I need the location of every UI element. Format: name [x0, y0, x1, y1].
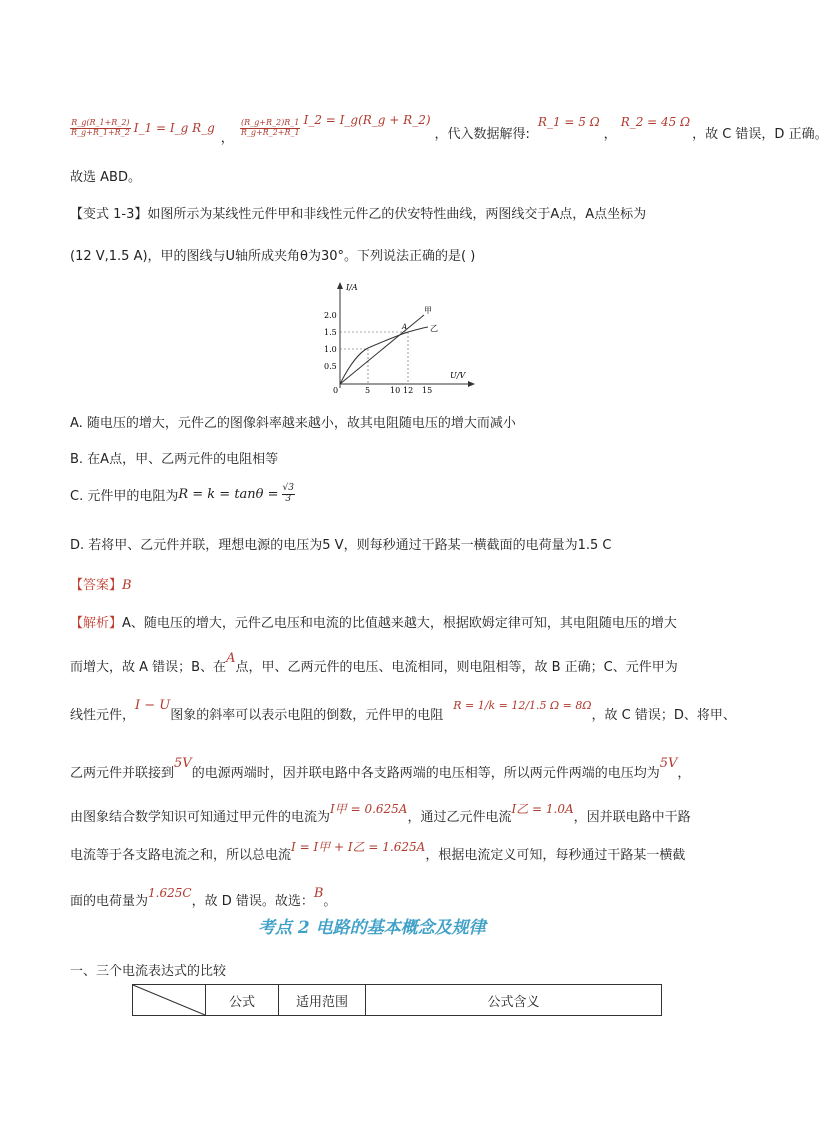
formula-line: $\frac{R\_g(R\_1+R\_2)}{R\_g+R\_1+R\_2}$ I_1 = I_g R_g ， $\frac{(R\_g+R\_2)R\_1}{R\_g+R\_2+R\_1}$ I_2 = I_g(R_g + R_2) ，代入数据解得: R_1 = 5 Ω ， R_2 = 45 Ω ，故 C 错误，D 正确。 — [71, 113, 828, 146]
y-tick-05: 0.5 — [324, 362, 337, 371]
answer: 【答案】B — [70, 578, 132, 593]
analysis-line-3: 线性元件，I − U图象的斜率可以表示电阻的倒数，元件甲的电阻$^{R = 1/k = 12/1.5 \Omega = 8\Omega}$，故 C 错误；D、将甲、 — [70, 698, 736, 723]
eq1-fraction: $\frac{R\_g(R\_1+R\_2)}{R\_g+R\_1+R\_2}$ — [71, 117, 130, 137]
x-arrow — [468, 381, 475, 387]
question-line-1: 【变式 1-3】如图所示为某线性元件甲和非线性元件乙的伏安特性曲线，两图线交于A点，A点坐标为 — [70, 207, 647, 222]
analysis-line-2: 而增大，故 A 错误；B、在A点，甲、乙两元件的电压、电流相同，则电阻相等，故 B 正确；C、元件甲为 — [70, 651, 678, 675]
curve-jia — [340, 315, 424, 384]
origin-label: 0 — [333, 386, 339, 395]
option-d: D. 若将甲、乙元件并联，理想电源的电压为5 V，则每秒通过干路某一横截面的电荷量为1.5 C — [70, 538, 612, 553]
option-a: A. 随电压的增大，元件乙的图像斜率越来越小，故其电阻随电压的增大而减小 — [70, 416, 516, 431]
r2-value: R_2 = 45 Ω — [620, 115, 691, 129]
label-jia: 甲 — [424, 306, 432, 315]
y-axis-label: I/A — [346, 283, 358, 292]
analysis-line-5: 由图象结合数学知识可知通过甲元件的电流为I甲 = 0.625A，通过乙元件电流I乙 = 1.0A，因并联电路中干路 — [70, 802, 691, 825]
y-arrow — [337, 282, 343, 289]
choice-line: 故选 ABD。 — [70, 170, 141, 185]
label-yi: 乙 — [430, 324, 438, 333]
table-header-row — [133, 985, 662, 1016]
eq2-fraction: $\frac{(R\_g+R\_2)R\_1}{R\_g+R\_2+R\_1}$ — [240, 117, 300, 137]
diagonal-line — [133, 985, 205, 1015]
eq1-rest: I_1 = I_g R_g — [133, 121, 215, 135]
analysis-line-4: 乙两元件并联接到5V的电源两端时，因并联电路中各支路两端的电压相等，所以两元件两端的电压均为5V， — [70, 756, 691, 781]
table-header-meaning: 公式含义 — [366, 985, 662, 1016]
iu-chart — [320, 280, 480, 400]
section-subheading: 一、三个电流表达式的比较 — [70, 964, 227, 979]
analysis-line-6: 电流等于各支路电流之和，所以总电流I = I甲 + I乙 = 1.625A，根据电流定义可知，每秒通过干路某一横截 — [70, 840, 686, 863]
table-header-scope: 适用范围 — [279, 985, 366, 1016]
curve-yi — [340, 327, 428, 384]
label-A: A — [402, 323, 408, 331]
eq2-rest: I_2 = I_g(R_g + R_2) — [303, 113, 431, 127]
diagonal-cell — [133, 985, 206, 1016]
comparison-table — [132, 984, 662, 1016]
table-header-formula: 公式 — [206, 985, 279, 1016]
question-line-2: (12 V,1.5 A)，甲的图线与U轴所成夹角θ为30°。下列说法正确的是( ) — [70, 249, 476, 264]
analysis-line-1: 【解析】A、随电压的增大，元件乙电压和电流的比值越来越大，根据欧姆定律可知，其电阻随电压的增大 — [70, 616, 677, 631]
x-tick-5: 5 — [365, 386, 371, 395]
y-tick-2: 2.0 — [324, 311, 337, 320]
y-tick-1: 1.0 — [324, 345, 337, 354]
x-axis-label: U/V — [450, 371, 466, 380]
x-tick-15: 15 — [422, 386, 433, 395]
section-heading: 考点 2 电路的基本概念及规律 — [258, 918, 486, 938]
r1-value: R_1 = 5 Ω — [537, 115, 600, 129]
x-tick-10: 10 — [390, 386, 401, 395]
x-tick-12: 12 — [403, 386, 414, 395]
analysis-line-7: 面的电荷量为1.625C，故 D 错误。故选：B。 — [70, 886, 337, 909]
option-c: C. 元件甲的电阻为 R = k = tanθ = $\frac{√3}{3}$ — [70, 483, 294, 504]
option-b: B. 在A点，甲、乙两元件的电阻相等 — [70, 452, 279, 467]
question-tag: 【变式 1-3】 — [70, 207, 148, 222]
y-tick-15: 1.5 — [324, 328, 337, 337]
